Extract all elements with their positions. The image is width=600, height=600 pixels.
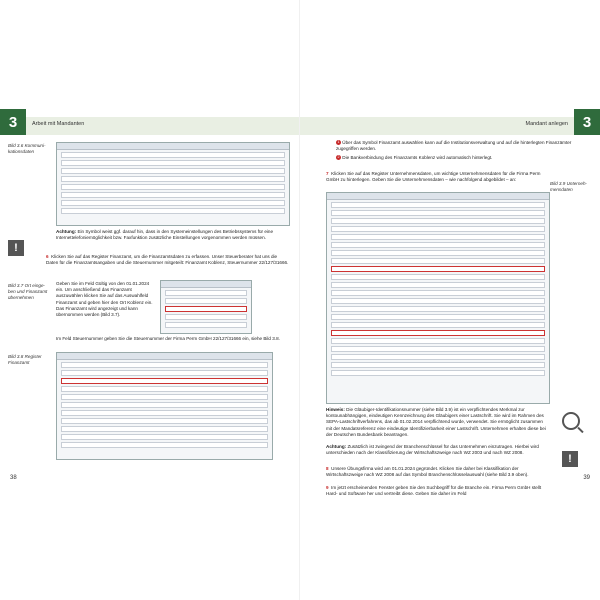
caption-fig-3-9: Bild 3.9 Unterneh-mensdaten	[550, 181, 588, 192]
chapter-number-box: 3	[0, 109, 26, 135]
step-8: 8 Unsere Übungsfirma wird am 01.01.2024 gegründet. Klicken Sie daher bei Klassifikation der Wirtschaftszweige nach WZ 2008 auf das Symbol Branchenschlüsselauswahl (siehe Bild 3.9 oben).	[326, 466, 529, 478]
right-page	[300, 0, 600, 600]
page-number: 38	[10, 475, 17, 481]
achtung-paragraph: Achtung: Zusätzlich ist zwingend der Branchenschlüssel für das Unternehmen einzutragen. Hierbei wird unterschieden nach der Klassifizierung der Wirtschaftszweige nach WZ 2003 und nach WZ 2008.	[326, 444, 539, 456]
caption-fig-3-6: Bild 3.6 Kommuni-kationsdaten	[8, 143, 46, 154]
screenshot-register-finanzamt	[56, 352, 273, 460]
header-title: Mandant anlegen	[525, 121, 568, 127]
page-number: 39	[583, 475, 590, 481]
warning-icon: !	[562, 451, 578, 467]
step-7: 7 Klicken Sie auf das Register Unternehmensdaten, um wichtige Unternehmensdaten für die Firma Perm GmbH zu hinterlegen. Geben Sie die Unternehmensdaten – wie nachfolgend abgebildet – an:	[326, 171, 541, 183]
screenshot-company-data	[326, 192, 550, 404]
achtung-paragraph: Achtung: Ein Symbol weist ggf. darauf hin, dass in den Systemeinstellungen des Betriebssystems für eine Internettelefoniemöglichkeit bzw. Faxfunktion zusätzliche Einstellungen vorgenommen werden müssen.	[56, 229, 274, 241]
step-6b: Geben Sie im Feld Gültig von den 01.01.2024 ein. Um anschließend das Finanzamt auszuwählen klicken Sie auf das Auswahlfeld Finanzamt und geben hier den Ort Koblenz ein. Das Finanzamt wird angezeigt und kann übernommen werden (Bild 3.7).	[56, 281, 153, 318]
step-9: 9 Im jetzt erscheinenden Fenster geben Sie den Suchbegriff für die Branche ein. Firma Perm GmbH stellt Hard- und Software her und vertreibt diese. Geben Sie daher im Feld	[326, 485, 542, 497]
screenshot-finanzamt-select	[160, 280, 252, 334]
warning-icon: !	[8, 240, 24, 256]
step-6: 6 Klicken Sie auf das Register Finanzamt, um die Finanzamtsdaten zu erfassen. Unser Steuerberater hat uns die Daten für die Finanzamtsangaben und die Steuernummer mitgeteilt: Finanzamt Koblenz, Steuernummer 22/127/31666.	[46, 254, 289, 266]
hinweis-paragraph: Hinweis: Die Gläubiger-Identifikationsnummer (siehe Bild 3.9) ist ein verpflichtendes Merkmal zur kontounabhängigen, eindeutigen Kennzeichnung des Gläubigers einer Lastschrift. Sie wird im Rahmen des SEPA-Lastschriftverfahrens, das ab 01.02.2014 verpflichtend wurde, verwendet. Sie ermöglicht zusammen mit der Mandatsreferenz eine eindeutige Identifizierbarkeit einer Lastschrift. Unternehmen erhalten diese bei der Deutschen Bundesbank beantragen.	[326, 407, 546, 437]
header-title: Arbeit mit Mandanten	[32, 121, 85, 127]
step-6c: Im Feld Steuernummer geben Sie die Steuernummer der Firma Perm GmbH 22/127/31666 ein, siehe Bild 3.8.	[56, 336, 280, 341]
caption-fig-3-7: Bild 3.7 Ort einge-ben und Finanzamt übernehmen	[8, 283, 48, 300]
caption-fig-3-8: Bild 3.8 Register Finanzamt	[8, 354, 42, 365]
bullet-1: 1 Über das Symbol Finanzamt auswählen kann auf die Institutionsverwaltung und auf die hinterlegten Finanzämter zugegriffen werden.	[336, 140, 572, 152]
screenshot-communication-data	[56, 142, 290, 226]
chapter-number-box: 3	[574, 109, 600, 135]
search-icon	[562, 412, 580, 430]
bullet-2: 2 Die Bankverbindung des Finanzamts Koblenz wird automatisch hinterlegt.	[337, 155, 493, 160]
